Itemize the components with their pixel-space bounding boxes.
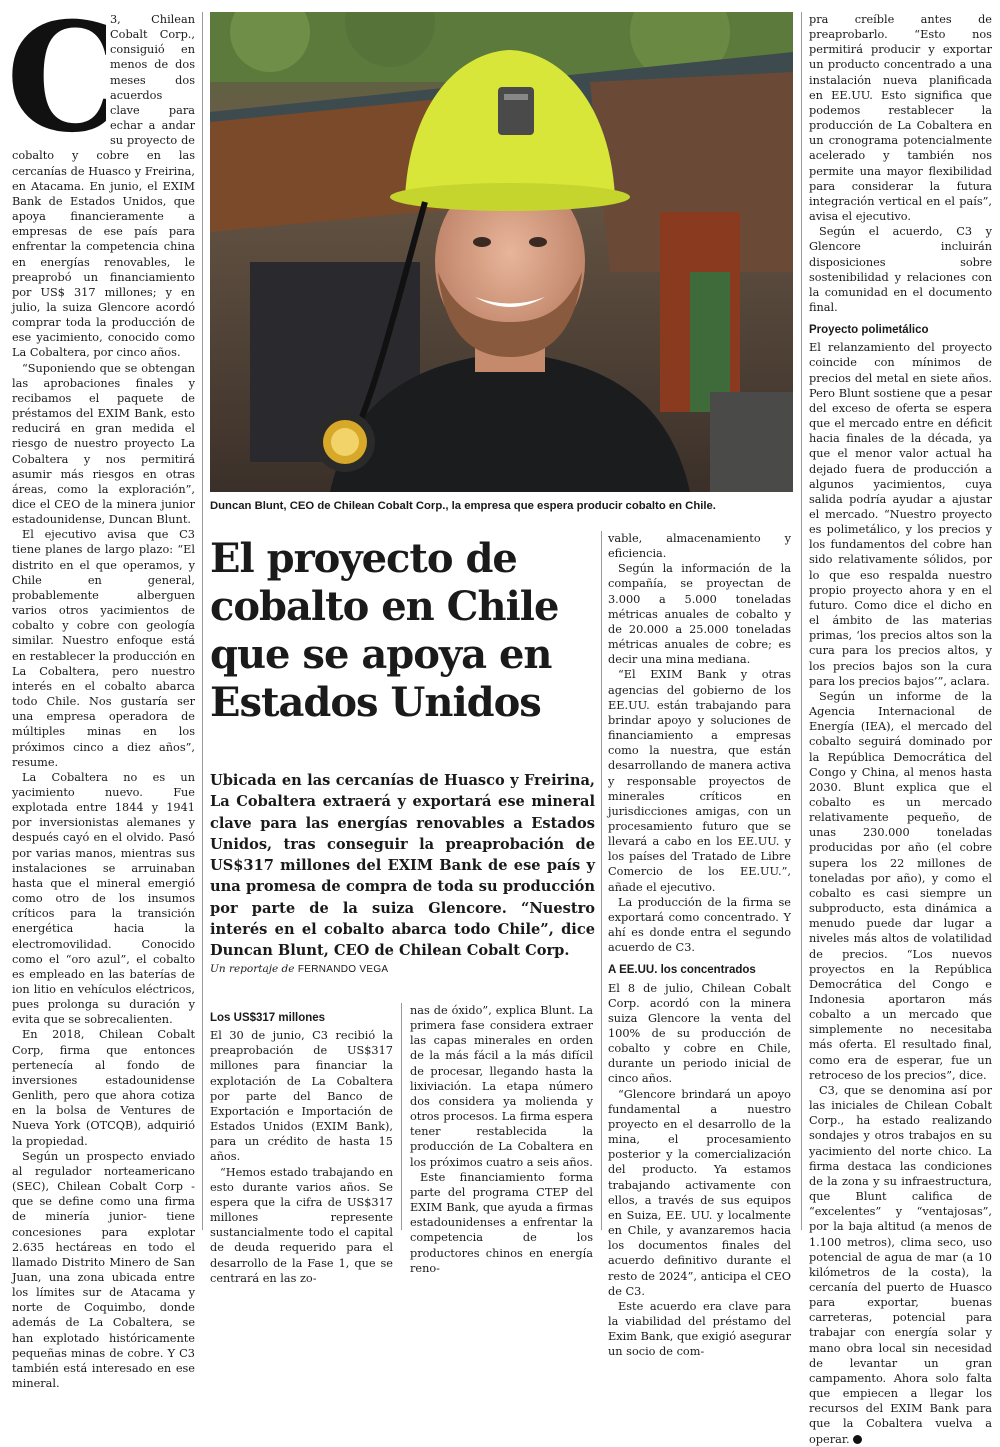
article-photo	[210, 12, 793, 492]
drop-cap-letter: C	[10, 12, 106, 140]
paragraph: El 8 de julio, Chilean Cobalt Corp. acordó con la minera suiza Glencore la venta del 100% de su producción de cobalto y cobre en Chile, durante un periodo inicial de cinco años.	[608, 981, 791, 1086]
paragraph: Este financiamiento forma parte del programa CTEP del EXIM Bank, que ayuda a firmas estadounidenses a enfrentar la competencia de los productores chinos en energía reno-	[410, 1170, 593, 1275]
paragraph: vable, almacenamiento y eficiencia.	[608, 532, 791, 561]
paragraph: 3, Chilean Cobalt Corp., consiguió en menos de dos meses dos acuerdos clave para echar a andar su proyecto de cobalto y cobre en las cercanías de Huasco y Freirina, en Atacama. En junio, el EXIM Bank de Estados Unidos, que apoya financieramente a empresas de ese país para enfrentar la competencia china en energías renovables, le preaprobó un financiamiento por US$ 317 millones; y en julio, la suiza Glencore acordó comprar toda la producción de ese yacimiento, conocido como La Cobaltera, por cinco años.	[12, 13, 195, 360]
lede: Ubicada en las cercanías de Huasco y Freirina, La Cobaltera extraerá y exportará ese mineral clave para las energías renovables a Estados Unidos, tras conseguir la preaprobación de US$317 millones del EXIM Bank de ese país y una promesa de compra de toda su producción por parte de la suiza Glencore. “Nuestro interés en el cobalto abarca todo Chile”, dice Duncan Blunt, CEO de Chilean Cobalt Corp.	[210, 772, 595, 960]
subheading: Proyecto polimetálico	[809, 324, 929, 337]
byline	[210, 963, 595, 975]
paragraph: En 2018, Chilean Cobalt Corp, firma que entonces pertenecía al fondo de inversiones estadounidense Genlith, pero que ahora cotiza en la bolsa de Ventures de Nueva York (OTCQB), adquirió la propiedad.	[12, 1028, 195, 1148]
paragraph: “Suponiendo que se obtengan las aprobaciones finales y recibamos el paquete de préstamos del EXIM Bank, esto reducirá en gran medida el riesgo de nuestro proyecto La Cobaltera y nos permitirá asumir más riesgos en otras áreas, como la exploración”, dice el CEO de la minera junior estadounidense, Duncan Blunt.	[12, 361, 195, 527]
article-column-5	[809, 12, 992, 1447]
paragraph: Según el acuerdo, C3 y Glencore incluirán disposiciones sobre sostenibilidad y relaciones con la comunidad en el documento final.	[809, 225, 992, 314]
article-column-3	[410, 1003, 593, 1276]
column-rule	[401, 1003, 402, 1230]
paragraph: La producción de la firma se exportará como concentrado. Y ahí es donde entra el segundo acuerdo de C3.	[608, 895, 791, 955]
paragraph: Según la información de la compañía, se proyectan de 3.000 a 5.000 toneladas métricas anuales de cobalto y de 20.000 a 25.000 toneladas métricas anuales de cobre; es decir una mina mediana.	[608, 562, 791, 667]
paragraph: El relanzamiento del proyecto coincide con mínimos de precios del metal en siete años. Pero Blunt sostiene que a pesar del exceso de oferta se espera que el mercado entre en déficit hacia finales de la década, ya que el menor valor actual ha dejado fuera de producción a algunos yacimientos, cuya salida podría ayudar a ajustar el mercado. “Nuestro proyecto es polimetálico, y los precios y los fundamentos del cobre han sido relativamente sólidos, por lo que eso respalda nuestro propio proyecto ahora y en el futuro. Como dice el dicho en el ámbito de las materias primas, ‘los precios altos son la cura para los precios altos, y los precios bajos son la cura para los precios bajos’”, aclara.	[809, 341, 992, 688]
paragraph: pra creíble antes de preaprobarlo. “Esto nos permitirá producir y exportar un producto concentrado a una instalación nueva planificada en EE.UU. Esto significa que podemos restablecer la producción de La Cobaltera en un cronograma potencialmente acelerado y también nos permite una mayor flexibilidad para considerar la futura integración vertical en el país”, avisa el ejecutivo.	[809, 13, 992, 224]
paragraph: La Cobaltera no es un yacimiento nuevo. Fue explotada entre 1844 y 1941 por inversionistas alemanes y después cayó en el olvido. Pasó por varias manos, mientras sus instalaciones se arruinaban hasta que el mineral emergió como otro de los insumos críticos para la transición energética hacia la electromovilidad. Conocido como el “oro azul”, el cobalto es empleado en las baterías de ion litio en vehículos eléctricos, pues prolonga su duración y evita que se sobrecalienten.	[12, 770, 195, 1027]
paragraph: Según un prospecto enviado al regulador norteamericano (SEC), Chilean Cobalt Corp - que se define como una firma de minería junior- tiene concesiones para explotar 2.635 hectáreas en todo el llamado Distrito Minero de San Juan, una zona ubicada entre los límites sur de Atacama y norte de Coquimbo, donde además de La Cobaltera, se han explotado históricamente pequeñas minas de cobre. Y C3 también está interesado en ese mineral.	[12, 1149, 195, 1391]
drop-cap	[10, 12, 106, 140]
column-rule	[801, 12, 802, 1230]
column-rule	[202, 12, 203, 1230]
byline-prefix: Un reportaje de	[210, 963, 295, 975]
paragraph: Este acuerdo era clave para la viabilidad del préstamo del Exim Bank, que exigió asegurar un socio de com-	[608, 1299, 791, 1359]
byline-author: FERNANDO VEGA	[297, 964, 389, 975]
paragraph: El ejecutivo avisa que C3 tiene planes de largo plazo: “El distrito en el que operamos, y Chile en general, probablemente alberguen varios otros yacimientos de cobalto y cobre con geología similar. Nuestro enfoque está en restablecer la producción en La Cobaltera, pero nuestro interés en el cobalto abarca todo Chile. Nos gustaría ser una empresa operadora de múltiples minas en los próximos cinco a diez años”, resume.	[12, 528, 195, 769]
final-paragraph-text: C3, que se denomina así por las iniciales de Chilean Cobalt Corp., ha estado realizando sondajes y otros trabajos en su yacimiento del norte chico. La firma destaca las condiciones de la zona y su infraestructura, que Blunt califica de “excelentes” y “ventajosas”, por la baja altitud (a menos de 1.100 metros), clima seco, uso potencial de agua de mar (a 10 kilómetros de la costa), la cercanía del puerto de Huasco para exportar, buenas carreteras, potencial para trabajar con energía solar y mano obra local sin necesidad de levantar un gran campamento. Ahora solo falta que empiecen a llegar los recursos del EXIM Bank para que la Cobaltera vuelva a operar.	[809, 1083, 992, 1446]
article-column-2	[210, 1003, 393, 1286]
paragraph: “Hemos estado trabajando en esto durante varios años. Se espera que la cifra de US$317 millones represente sustancialmente todo el capital de deuda requerido para el desarrollo de la Fase 1, que se centrará en las zo-	[210, 1165, 393, 1285]
paragraph: “El EXIM Bank y otras agencias del gobierno de los EE.UU. están trabajando para brindar apoyo y soluciones de financiamiento a empresas como la nuestra, que están desarrollando de manera activa y responsable proyectos de minerales críticos en jurisdicciones amigas, con un procesamiento futuro que se llevará a cabo en los EE.UU. y los países del Tratado de Libre Comercio de los EE.UU.”, añade el ejecutivo.	[608, 668, 791, 894]
paragraph: nas de óxido”, explica Blunt. La primera fase considera extraer las capas minerales en orden de la más fácil a la más difícil de procesar, llegando hasta la lixiviación. La etapa número dos considera ya molienda y otros procesos. La firma espera tener restablecida la producción de La Cobaltera en los próximos cuatro a seis años.	[410, 1004, 593, 1169]
subheading: A EE.UU. los concentrados	[608, 964, 756, 977]
paragraph: Según un informe de la Agencia Internacional de Energía (IEA), el mercado del cobalto seguirá dominado por la República Democrática del Congo y China, al menos hasta 2030. Blunt explica que el cobalto es un mercado relativamente pequeño, de unas 230.000 toneladas producidas por año (el cobre supera los 22 millones de toneladas por año), y como el cobalto es casi siempre un subproducto, esta dinámica a menudo puede dar lugar a niveles más altos de volatilidad de precios. “Los nuevos proyectos en la República Democrática del Congo e Indonesia aportaron más cobalto a un mercado que simplemente no necesitaba más oferta. El resultado final, como era de esperar, fue un retroceso de los precios”, dice.	[809, 689, 992, 1082]
end-mark-icon	[853, 1435, 862, 1444]
paragraph	[809, 1083, 992, 1447]
article-column-4	[608, 531, 791, 1359]
paragraph: “Glencore brindará un apoyo fundamental a nuestro proyecto en el desarrollo de la mina, el procesamiento posterior y la comercialización del producto. Ya estamos trabajando activamente con ellos, a través de sus equipos en Suiza, EE. UU. y localmente en Chile, y avanzaremos hacia los documentos finales del acuerdo definitivo durante el resto de 2024”, anticipa el CEO de C3.	[608, 1087, 791, 1298]
headline: El proyecto de cobalto en Chile que se apoya en Estados Unidos	[210, 535, 559, 726]
column-rule	[601, 531, 602, 1230]
paragraph: El 30 de junio, C3 recibió la preaprobación de US$317 millones para financiar la explotación de La Cobaltera por parte del Banco de Exportación e Importación de Estados Unidos (EXIM Bank), para un crédito de hasta 15 años.	[210, 1029, 393, 1164]
subheading: Los US$317 millones	[210, 1012, 326, 1024]
article-column-1	[12, 12, 195, 1391]
photo-caption: Duncan Blunt, CEO de Chilean Cobalt Corp., la empresa que espera producir cobalto en Chile.	[210, 500, 716, 512]
